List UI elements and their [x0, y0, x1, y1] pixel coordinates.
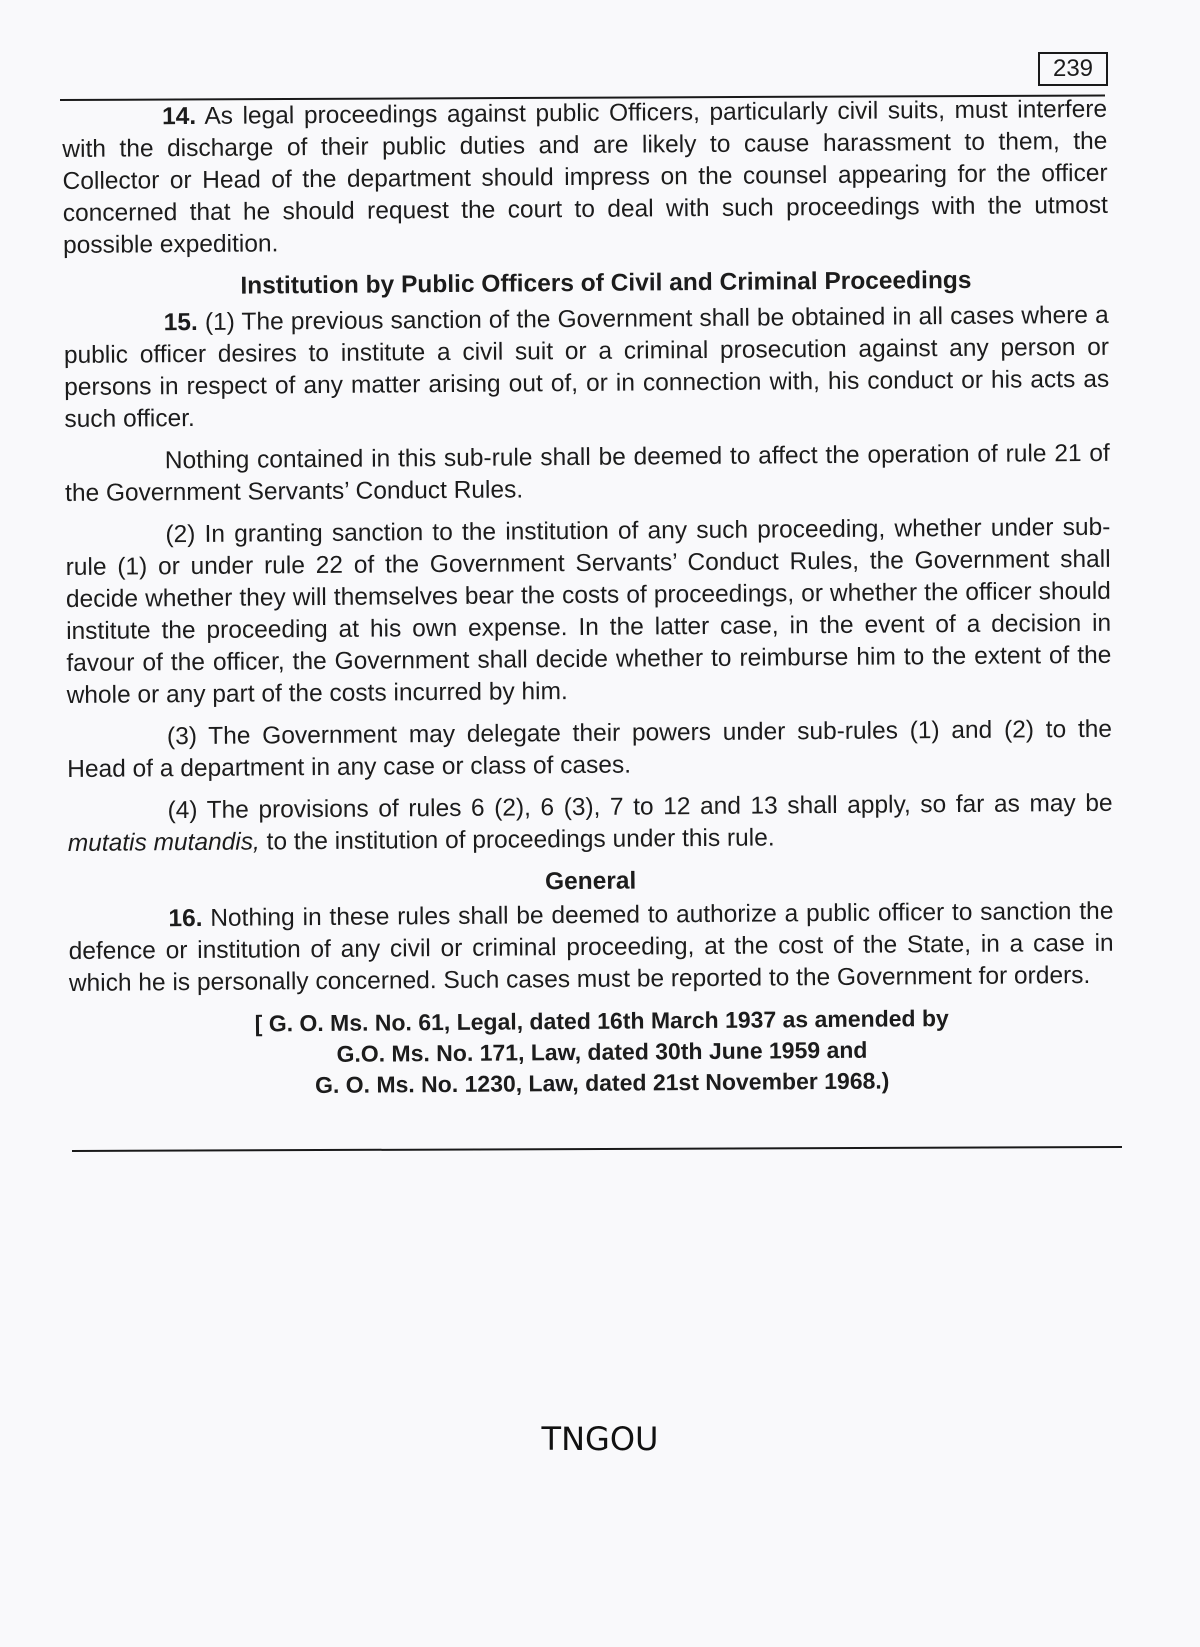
footer-label: TNGOU	[541, 1420, 659, 1458]
paragraph-15-1-note: Nothing contained in this sub-rule shall be deemed to affect the operation of rule 21 of the Government Servants’ Conduct Rules.	[64, 439, 1110, 507]
paragraph-15-4	[67, 788, 1112, 860]
latin-phrase: mutatis mutandis,	[67, 828, 260, 857]
footer-rule	[72, 1146, 1122, 1152]
paragraph-text-lead: (4) The provisions of rules 6 (2), 6 (3), 7 to 12 and 13 shall apply, so far as may be	[167, 789, 1113, 825]
paragraph-14	[62, 94, 1108, 262]
document-body	[62, 94, 1115, 1103]
paragraph-text-tail: to the institution of proceedings under this rule.	[259, 824, 775, 856]
paragraph-number: 16.	[168, 904, 203, 933]
citation-line: G. O. Ms. No. 1230, Law, dated 21st November 1968.)	[314, 1067, 890, 1099]
paragraph-16	[68, 896, 1114, 1000]
paragraph-text: As legal proceedings against public Officers, particularly civil suits, must interfere with the discharge of their public duties and are likely to cause harassment to them, the Collector or Head of the department should impress on the counsel appearing for the officer concerned that he should request the court to deal with such proceedings with the utmost possible expedition.	[62, 95, 1108, 259]
citation-block	[69, 1002, 1115, 1103]
section-heading-general: General	[544, 867, 637, 896]
page-number-box: 239	[1038, 52, 1108, 86]
paragraph-text: Nothing in these rules shall be deemed to authorize a public officer to sanction the defence or institution of any civil or criminal proceeding, at the cost of the State, in a case in which he is personally concerned. Such cases must be reported to the Government for orders.	[68, 897, 1114, 997]
paragraph-number: 15.	[163, 308, 198, 337]
citation-line: G.O. Ms. No. 171, Law, dated 30th June 1959 and	[336, 1036, 868, 1067]
paragraph-15-1	[64, 300, 1110, 436]
citation-line: [ G. O. Ms. No. 61, Legal, dated 16th March 1937 as amended by	[254, 1005, 949, 1037]
paragraph-number: 14.	[162, 102, 197, 131]
paragraph-15-3: (3) The Government may delegate their powers under sub-rules (1) and (2) to the Head of a department in any case or class of cases.	[67, 715, 1113, 783]
paragraph-text: (1) The previous sanction of the Government shall be obtained in all cases where a public officer desires to institute a civil suit or a criminal prosecution against any person or persons in respect of any matter arising out of, or in connection with, his conduct or his acts as such officer.	[63, 301, 1110, 433]
section-heading-institution: Institution by Public Officers of Civil and Criminal Proceedings	[240, 266, 972, 300]
paragraph-15-2: (2) In granting sanction to the institution of any such proceeding, whether under sub-rule (1) or under rule 22 of the Government Servants’ Conduct Rules, the Government shall decide whether they will themselves bear the costs of proceedings, or whether the officer should institute the proceeding at his own expense. In the latter case, in the event of a decision in favour of the officer, the Government shall decide whether to reimburse him to the extent of the whole or any part of the costs incurred by him.	[65, 513, 1112, 709]
